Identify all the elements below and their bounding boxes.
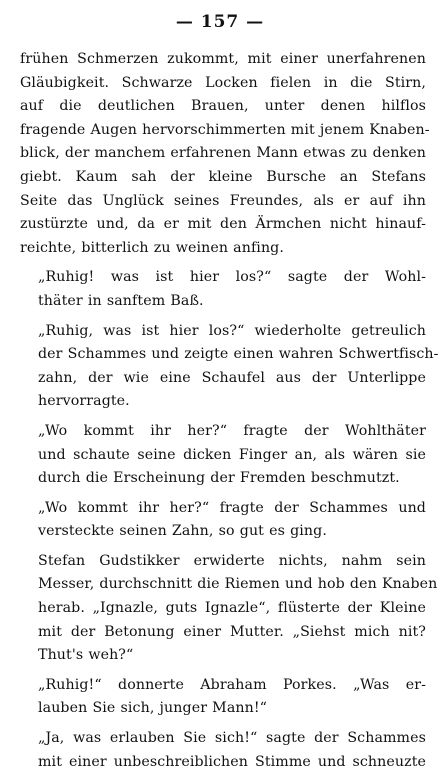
text-line: und schaute seine dicken Finger an, als wären sie [38, 446, 426, 463]
text-line: Thut's weh?“ [38, 647, 134, 664]
paragraph-2 [20, 266, 426, 313]
text-line: „Ruhig, was ist hier los?“ wiederholte getreulich [38, 322, 426, 339]
text-line: Stefan Gudstikker erwiderte nichts, nahm sein [38, 552, 426, 569]
text-line: frühen Schmerzen zukommt, mit einer unerfahrenen [20, 51, 426, 67]
text-line: fragende Augen hervorschimmerten mit jenem Knaben- [20, 121, 430, 138]
text-line: Seite das Unglück seines Freundes, als er auf ihn [20, 192, 426, 209]
text-line: Messer, durchschnitt die Riemen und hob den Knaben [38, 576, 438, 593]
text-line: hervorragte. [38, 393, 130, 410]
paragraph-5 [20, 497, 426, 544]
text-line: der Schammes und zeigte einen wahren Schwertfisch- [38, 346, 439, 363]
text-line: versteckte seinen Zahn, so gut es ging. [38, 523, 327, 540]
text-line: durch die Erscheinung der Fremden beschmutzt. [38, 470, 400, 487]
text-line: zustürzte und, da er mit den Ärmchen nicht hinauf- [20, 216, 426, 233]
text-line: giebt. Kaum sah der kleine Bursche an Stefans [20, 168, 426, 185]
text-line: herab. „Ignazle, guts Ignazle“, flüsterte der Kleine [38, 600, 426, 617]
text-line: mit der Betonung einer Mutter. „Siehst mich nit? [38, 623, 426, 640]
text-line: „Ruhig!“ donnerte Abraham Porkes. „Was er- [38, 676, 426, 693]
text-line: mit einer unbeschreiblichen Stimme und schneuzte [38, 753, 426, 770]
text-line: zahn, der wie eine Schaufel aus der Unterlippe [38, 369, 426, 386]
text-line: Gläubigkeit. Schwarze Locken fielen in die Stirn, [20, 74, 426, 91]
paragraph-3 [20, 320, 439, 414]
paragraph-4 [20, 420, 426, 491]
page-number-header: — 157 — [175, 12, 265, 32]
text-line: „Ja, was erlauben Sie sich!“ sagte der Schammes [38, 730, 426, 747]
text-line: „Ruhig! was ist hier los?“ sagte der Wohl- [38, 269, 426, 286]
body-text [20, 48, 439, 780]
text-line: auf die deutlichen Brauen, unter denen hilflos [20, 98, 426, 115]
paragraph-7 [20, 674, 426, 721]
paragraph-1 [20, 48, 430, 260]
text-line: thäter in sanftem Baß. [38, 292, 204, 309]
text-line: reichte, bitterlich zu weinen anfing. [20, 239, 284, 256]
paragraph-6 [20, 550, 438, 668]
text-line: lauben Sie sich, junger Mann!“ [38, 700, 268, 717]
text-line: „Wo kommt ihr her?“ fragte der Schammes und [38, 499, 426, 516]
paragraph-8 [20, 727, 426, 774]
text-line: blick, der manchem erfahrenen Mann etwas zu denken [20, 145, 426, 162]
text-line: „Wo kommt ihr her?“ fragte der Wohlthäter [38, 422, 426, 439]
